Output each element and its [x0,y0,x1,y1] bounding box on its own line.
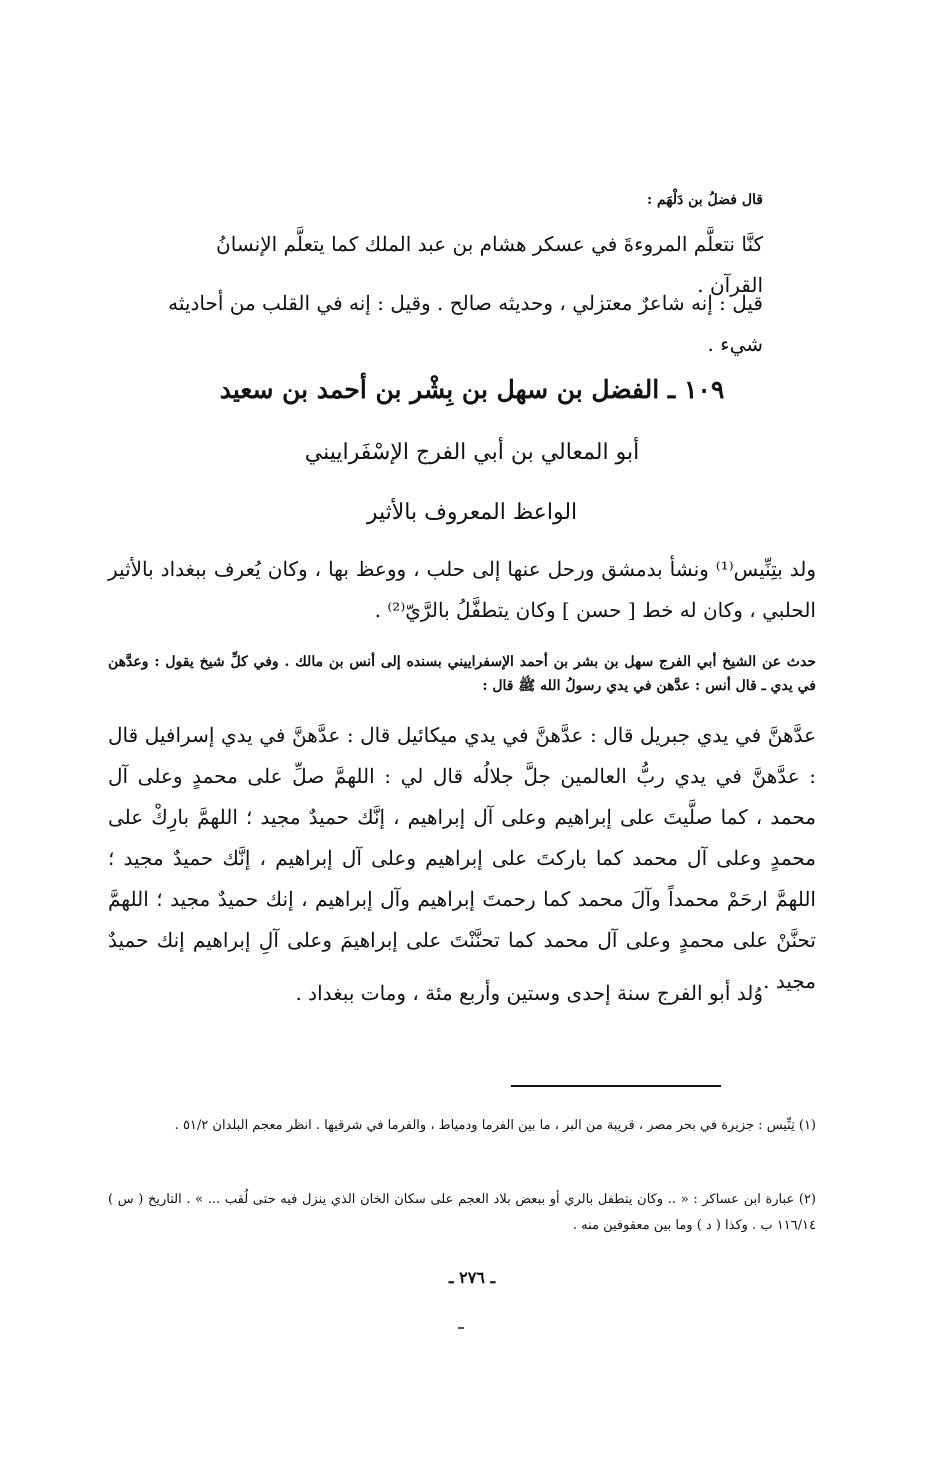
quote-text: كنَّا نتعلَّم المروءةَ في عسكر هشام بن عبد الملك كما يتعلَّم الإنسانُ القرآن . [216,232,763,297]
footnote-2: (٢) عبارة ابن عساكر : « .. وكان يتطفل بالري أو ببعض بلاد العجم على سكان الخان الذي ينزل فيه حتى لُقب ... » . التاريخ ( س ) ١١٦/١٤ ب . وكذا ( د ) وما بين معقوفين منه . [108,1192,816,1233]
hadith-paragraph: عدَّهنَّ في يدي جبريل قال : عدَّهنَّ في يدي ميكائيل قال : عدَّهنَّ في يدي إسرافيل قال : عدَّهنَّ في يدي ربُّ العالمين جلَّ جلالُه قال لي : اللهمَّ صلِّ على محمدٍ وعلى آل محمد ، كما صلَّيتَ على إبراهيم وعلى آل إبراهيم ، إنَّك حميدٌ مجيد ؛ اللهمَّ بارِكْ على محمدٍ وعلى آل محمد كما باركتَ على إبراهيم وعلى آل إبراهيم ، إنَّك حميدٌ مجيد ؛ اللهمَّ ارحَمْ محمداً وآلَ محمد كما رحمتَ إبراهيم وآل إبراهيم ، إنك حميدٌ مجيد ؛ اللهمَّ تحنَّنْ على محمدٍ وعلى آل محمد كما تحنَّنْتَ على إبراهيمَ وعلى آلِ إبراهيم إنك حميدٌ مجيد . [108,723,816,993]
scan-mark [458,1327,464,1329]
footnote-divider [511,1085,721,1087]
biography-paragraph: ولد بتِنِّيس⁽¹⁾ ونشأ بدمشق ورحل عنها إلى حلب ، ووعظ بها ، وكان يُعرف ببغداد بالأثير الحلبي ، وكان له خط [ حسن ] وكان يتطفَّلُ بالرَّيّ⁽²⁾ . [108,557,816,622]
narrator-note: قيل : إنه شاعرٌ معتزلي ، وحديثه صالح . وقيل : إنه في القلب من أحاديثه شيء . [168,291,763,356]
entry-epithet: الواعظ المعروف بالأثير [366,500,578,525]
quote-attribution: قال فضلُ بن دَلْهَم : [646,192,763,208]
entry-kunya: أبو المعالي بن أبي الفرج الإسْفَراييني [304,440,640,465]
death-note: وُلد أبو الفرج سنة إحدى وستين وأربع مئة ، ومات ببغداد . [295,981,763,1005]
page-number: ـ ٢٧٦ ـ [448,1268,496,1287]
footnote-1: (١) تِنِّيس : جزيرة في بحر مصر ، قريبة من البر ، ما بين الفرما ودمياط ، والفرما في شرقيها . انظر معجم البلدان ٥١/٢ . [174,1118,816,1133]
entry-heading: ١٠٩ ـ الفضل بن سهل بن بِشْر بن أحمد بن سعيد [219,375,725,404]
isnad-paragraph: حدث عن الشيخ أبي الفرج سهل بن بشر بن أحمد الإسفراييني بسنده إلى أنس بن مالك . وفي كلِّ شيخ يقول : وعدَّهن في يدي ـ قال أنس : عدَّهن في يدي رسولُ الله ﷺ قال : [108,654,816,694]
